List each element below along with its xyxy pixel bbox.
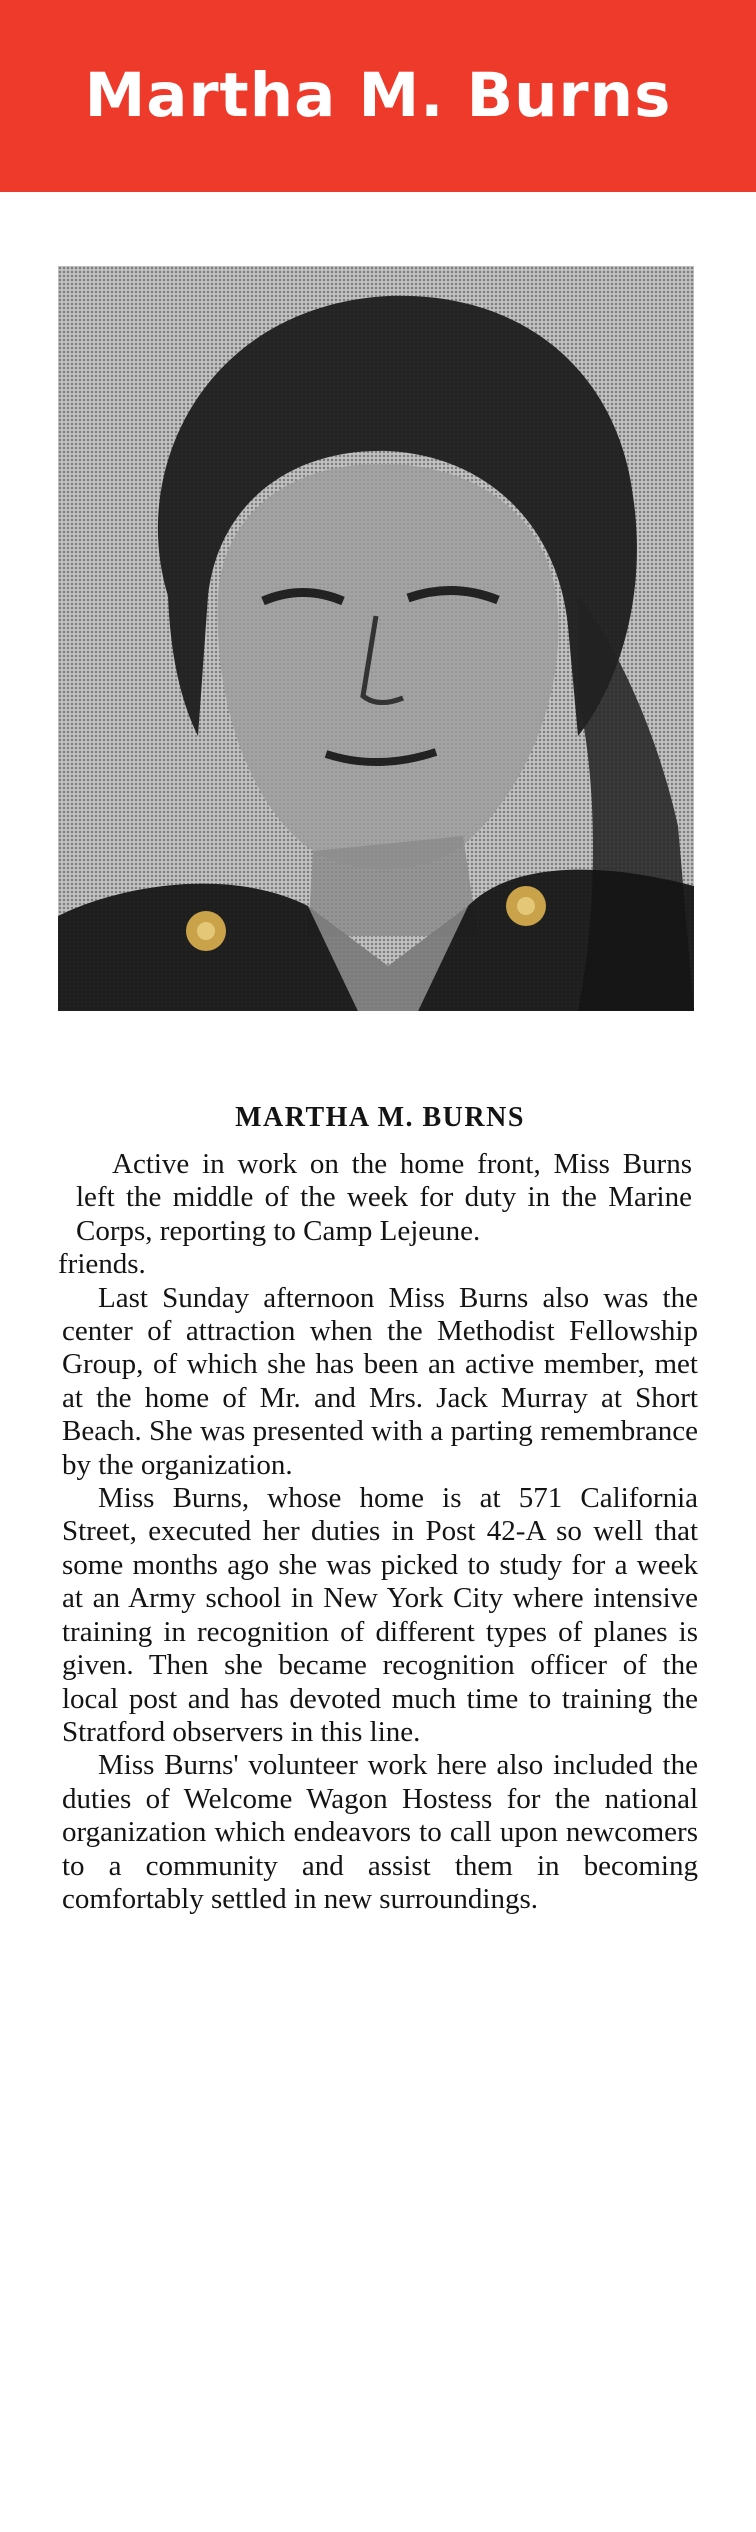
title-banner [0,0,756,192]
article-headline: MARTHA M. BURNS [235,1102,525,1133]
article-paragraph-3: Miss Burns, whose home is at 571 California Street, executed her duties in Post 42-A so well that some months ago she was picked to study for a week at an Army school in New York City where intensive training in recognition of different types of planes is given. Then she became recognition officer of the local post and has devoted much time to training the Stratford observers in this line. [62,1482,698,1748]
portrait-image [58,266,694,1011]
portrait-photo [58,266,694,1011]
article-paragraph-2: Last Sunday afternoon Miss Burns also was the center of attraction when the Methodist Fellowship Group, of which she has been an active member, met at the home of Mr. and Mrs. Jack Murray at Short Beach. She was presented with a parting remembrance by the organization. [62,1281,698,1481]
article-paragraph-4: Miss Burns' volunteer work here also included the duties of Welcome Wagon Hostess for the national organization which endeavors to call upon newcomers to a community and assist them in becoming comfortably settled in new surroundings. [62,1749,698,1915]
left-insignia-icon [186,911,226,951]
page-title: Martha M. Burns [84,60,672,131]
article-paragraph-1: Active in work on the home front, Miss Burns left the middle of the week for duty in the Marine Corps, reporting to Camp Lejeune. [76,1148,692,1247]
newspaper-clipping [58,1080,698,1916]
article-paragraph-fragment: friends. [58,1248,146,1281]
right-insignia-icon [506,886,546,926]
